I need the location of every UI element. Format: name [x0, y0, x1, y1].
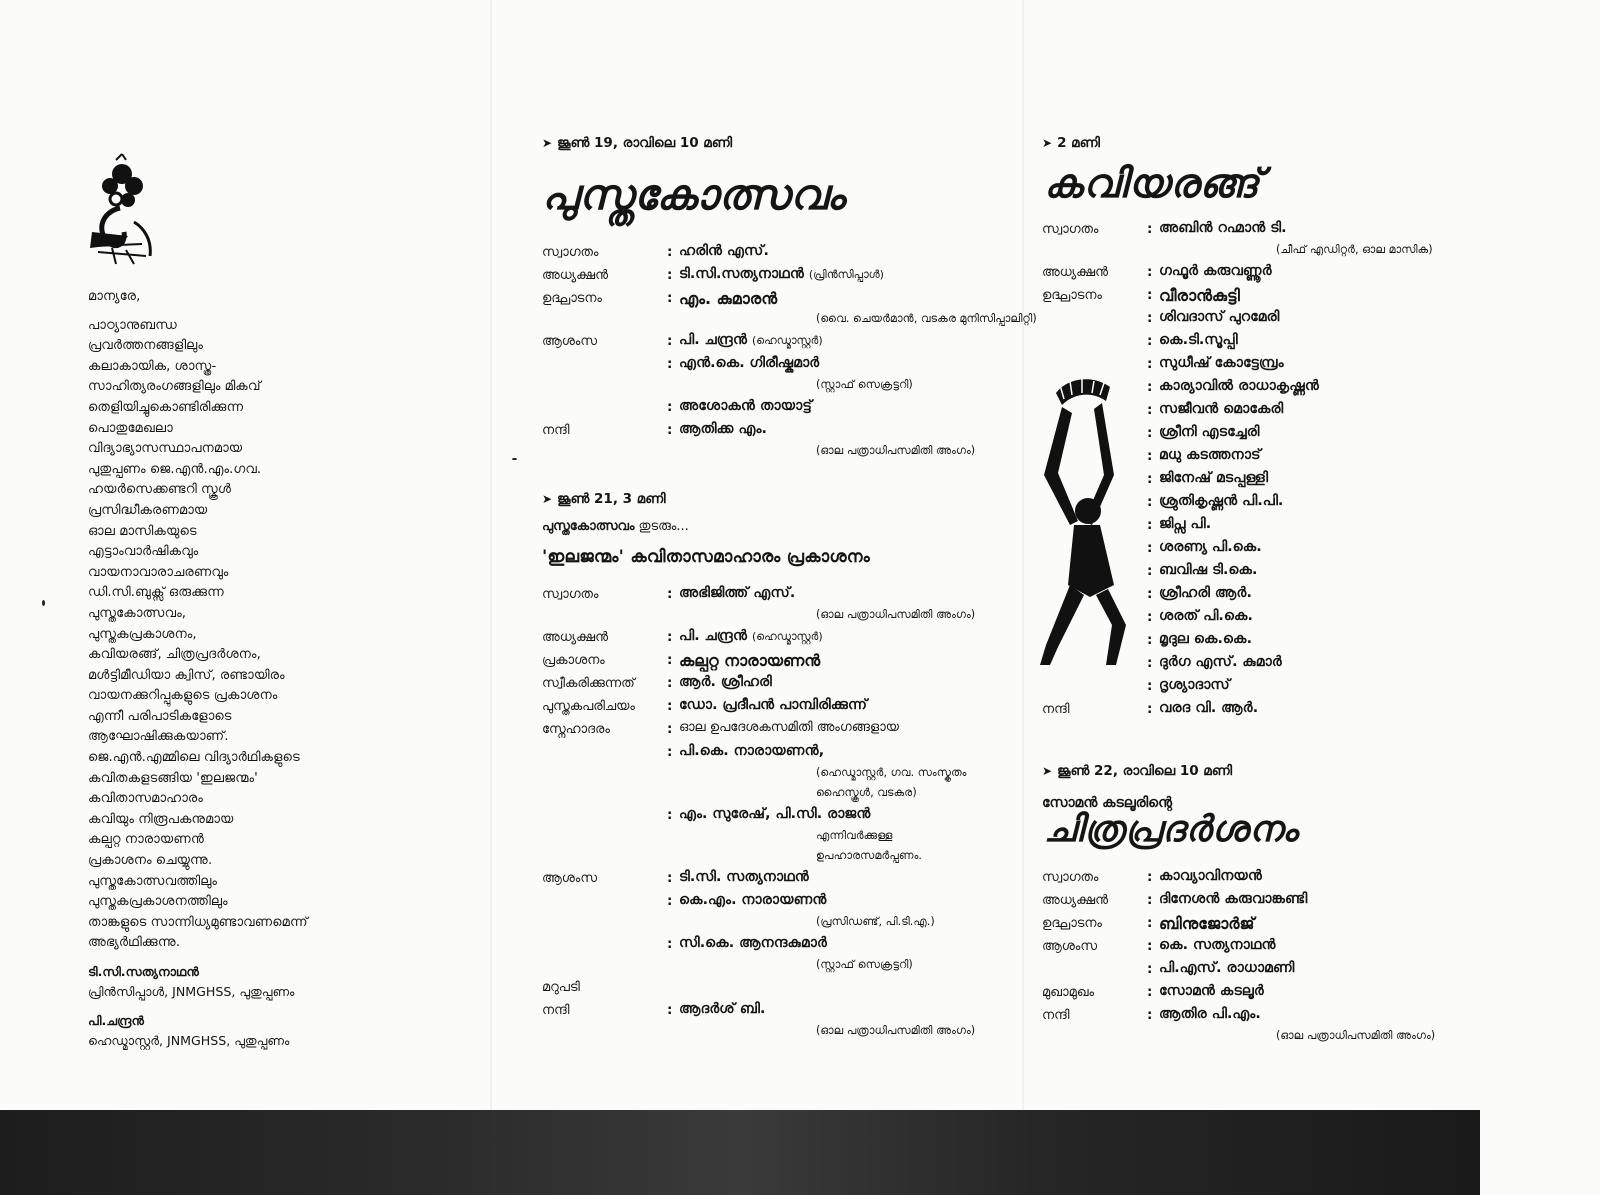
person-name [1159, 608, 1253, 624]
person-name [1159, 355, 1284, 371]
person-note: (ഓല പത്രാധിപസമിതി അംഗം) [816, 608, 976, 621]
colon-separator: : [1147, 701, 1153, 717]
colon-separator: : [1147, 938, 1153, 954]
program-row [542, 355, 1012, 378]
letter-line: വിദ്യാഭ്യാസസ്ഥാപനമായ [88, 441, 243, 457]
colon-separator: : [667, 721, 673, 737]
person-note: ഹൈസ്കൂൾ, വടകര) [816, 786, 917, 799]
role-label: ഉദ്ഘാടനം [1042, 288, 1102, 303]
colon-separator: : [667, 586, 673, 602]
person-name [1159, 447, 1261, 463]
letter-line: കവിതകളടങ്ങിയ 'ഇലജന്മം' [88, 770, 258, 786]
role-label: അധ്യക്ഷൻ [1042, 893, 1109, 908]
role-label: ഉദ്ഘാടനം [1042, 916, 1102, 931]
program-row [542, 651, 1012, 674]
person-note: (ഓല പത്രാധിപസമിതി അംഗം) [816, 1024, 976, 1037]
role-label: മറുപടി [542, 980, 580, 995]
role-label: ആശംസ [542, 334, 598, 349]
event4-time: ജൂൺ 22, രാവിലെ 10 മണി [1057, 763, 1233, 779]
person-name-text: ശിവദാസ് പുറമേരി [1159, 309, 1280, 325]
colon-separator: : [1147, 356, 1153, 372]
colon-separator: : [1147, 310, 1153, 326]
colon-separator: : [667, 244, 673, 260]
flower-logo-icon [82, 152, 162, 267]
letter-line: ഹയർസെക്കണ്ടറി സ്കൂൾ [88, 482, 232, 498]
colon-separator: : [667, 698, 673, 714]
person-designation: (ഹെഡ്മാസ്റ്റർ) [752, 334, 823, 347]
person-name [1159, 914, 1254, 934]
person-name [1159, 378, 1319, 394]
person-name-text: സജീവൻ മൊകേരി [1159, 401, 1284, 417]
colon-separator: : [1147, 471, 1153, 487]
colon-separator: : [1147, 540, 1153, 556]
person-name-text: ശ്രീഹരി ആർ. [1159, 585, 1252, 601]
event2-continue-rest: തുടരും... [634, 519, 689, 534]
colon-separator: : [1147, 563, 1153, 579]
signatory-role: പ്രിൻസിപ്പാൾ, JNMGHSS, പുതുപ്പണം [88, 984, 295, 999]
person-name-text: പി.കെ. നാരായണൻ, [679, 743, 825, 759]
person-name [1159, 585, 1252, 601]
program-row [542, 892, 1012, 915]
colon-separator: : [1147, 915, 1153, 931]
program-row [1042, 937, 1462, 960]
colon-separator: : [667, 629, 673, 645]
program-row [1042, 983, 1462, 1006]
event2-continue-bold: പുസ്തകോത്സവം [542, 519, 635, 534]
colon-separator: : [1147, 402, 1153, 418]
person-name-text: ശ്രീനി എടച്ചേരി [1159, 424, 1260, 440]
person-name-text: ദിനേശൻ കരുവാങ്കണ്ടി [1159, 891, 1308, 907]
event2-title: 'ഇലജന്മം' കവിതാസമാഹാരം പ്രകാശനം [542, 547, 870, 567]
colon-separator: : [1147, 333, 1153, 349]
letter-line: പ്രകാശനം ചെയ്യുന്നു. [88, 853, 213, 869]
person-note: (സ്റ്റാഫ് സെക്രട്ടറി) [816, 378, 913, 391]
person-name [1159, 960, 1294, 976]
role-label: ആശംസ [1042, 939, 1098, 954]
person-name [679, 697, 867, 713]
letter-line: സാഹിത്യരംഗങ്ങളിലും മികവ് [88, 379, 261, 395]
event3-title: കവിയരങ്ങ് [1044, 160, 1260, 207]
person-name [1159, 401, 1283, 417]
person-name-text: ഗഫൂർ കരുവണ്ണൂർ [1159, 263, 1272, 279]
colon-separator: : [1147, 632, 1153, 648]
arrow-icon: ➤ [1042, 764, 1053, 778]
program-row [542, 1001, 1012, 1024]
person-note: (വൈ. ചെയർമാൻ, വടകര മുനിസിപ്പാലിറ്റി) [816, 312, 1037, 325]
letter-line: താങ്കളുടെ സാന്നിധ്യമുണ്ടാവണമെന്ന് [88, 914, 308, 930]
person-name-text: എം. കുമാരൻ [679, 289, 778, 308]
person-name [1159, 983, 1264, 999]
colon-separator: : [1147, 869, 1153, 885]
person-name [679, 720, 899, 735]
role-label: പ്രകാശനം [542, 653, 605, 668]
colon-separator: : [1147, 494, 1153, 510]
letter-line: പ്രസിദ്ധീകരണമായ [88, 502, 208, 518]
person-name-text: സോമൻ കടലൂർ [1159, 983, 1264, 999]
colon-separator: : [1147, 1007, 1153, 1023]
program-row [1042, 700, 1462, 723]
colon-separator: : [667, 893, 673, 909]
person-name-text: കെ.ടി.സൂപ്പി [1159, 332, 1238, 348]
person-name-text: ഓല ഉപദേശകസമിതി അംഗങ്ങളായ [679, 720, 899, 735]
person-name [679, 674, 772, 690]
person-name [1159, 868, 1262, 884]
colon-separator: : [667, 936, 673, 952]
person-name [1159, 654, 1282, 670]
colon-separator: : [1147, 379, 1153, 395]
program-row [1042, 914, 1462, 937]
role-label: അധ്യക്ഷൻ [542, 630, 609, 645]
person-name [679, 421, 767, 437]
person-name-text: എം. സുരേഷ്, പി.സി. രാജൻ [679, 806, 871, 822]
person-name [1159, 220, 1287, 236]
colon-separator: : [1147, 264, 1153, 280]
letter-line: വായനാവാരാചരണവും [88, 564, 229, 580]
person-name-text: ഡോ. പ്രദീപൻ പാമ്പിരിക്കുന്ന് [679, 697, 868, 713]
person-name-text: ശ്രുതികൃഷ്ണൻ പി.പി. [1159, 493, 1284, 509]
signatory-name: പി.ചന്ദ്രൻ [88, 1013, 145, 1028]
person-name-text: ശരത് പി.കെ. [1159, 608, 1253, 624]
colon-separator: : [1147, 586, 1153, 602]
person-name-text: ശരണ്യ പി.കെ. [1159, 539, 1262, 555]
person-name [1159, 539, 1262, 555]
program-row [542, 332, 1012, 355]
person-name-text: സി.കെ. ആനന്ദകുമാർ [679, 935, 827, 951]
event4-subtitle: സോമൻ കടലൂരിന്റെ [1042, 795, 1173, 811]
person-name-text: കാവ്യാവിനയൻ [1159, 868, 1262, 884]
program-row [1042, 960, 1462, 983]
colon-separator: : [667, 333, 673, 349]
person-name-text: അഭിജിത്ത് എസ്. [679, 585, 796, 601]
letter-line: പുസ്തകപ്രകാശനം, [88, 626, 197, 642]
person-name [679, 289, 777, 309]
role-label: ആശംസ [542, 871, 598, 886]
event2-time: ജൂൺ 21, 3 മണി [557, 491, 666, 507]
person-name [1159, 891, 1307, 907]
program-row [1042, 868, 1462, 891]
colon-separator: : [667, 652, 673, 668]
role-label: അധ്യക്ഷൻ [542, 268, 609, 283]
scan-shadow-band [0, 1110, 1480, 1195]
person-name [1159, 677, 1230, 693]
person-name [679, 332, 823, 348]
program-row [542, 743, 1012, 766]
program-row [542, 585, 1012, 608]
letter-salutation: മാന്യരേ, [88, 289, 141, 304]
invitation-letter [88, 287, 308, 954]
person-name [679, 243, 769, 259]
role-label: അധ്യക്ഷൻ [1042, 265, 1109, 280]
colon-separator: : [667, 290, 673, 306]
letter-body [88, 316, 308, 954]
jumping-reader-illustration-icon [1034, 375, 1144, 667]
arrow-icon: ➤ [542, 492, 553, 506]
person-name [679, 1001, 765, 1017]
person-name [679, 869, 809, 885]
person-name [679, 585, 795, 601]
program-row [542, 869, 1012, 892]
program-row [542, 243, 1012, 266]
person-note: (ചീഫ് എഡിറ്റർ, ഓല മാസിക) [1276, 243, 1433, 256]
arrow-icon: ➤ [1042, 136, 1053, 150]
person-name-text: ബവിഷ ടി.കെ. [1159, 562, 1258, 578]
colon-separator: : [667, 1002, 673, 1018]
event2-continue-note [542, 519, 689, 534]
colon-separator: : [667, 356, 673, 372]
person-name [679, 806, 870, 822]
colon-separator: : [667, 267, 673, 283]
colon-separator: : [1147, 961, 1153, 977]
person-name-text: കെ. സത്യനാഥൻ [1159, 937, 1276, 953]
program-row [1042, 891, 1462, 914]
event3-time: 2 മണി [1057, 135, 1100, 151]
role-label: നന്ദി [1042, 1008, 1070, 1023]
letter-line: എന്നീ പരിപാടികളോടെ [88, 708, 232, 724]
colon-separator: : [1147, 678, 1153, 694]
role-label: സ്വീകരിക്കുന്നത് [542, 676, 635, 691]
fold-line-left [490, 0, 492, 1130]
person-name-text: ബിനുജോർജ് [1159, 914, 1255, 933]
person-name [1159, 562, 1257, 578]
signatory-2 [88, 1011, 289, 1051]
program-row [1042, 309, 1462, 332]
scan-speck [42, 600, 45, 606]
role-label: സ്വാഗതം [1042, 222, 1099, 237]
letter-line: എട്ടാംവാർഷികവും [88, 544, 199, 560]
person-name [1159, 516, 1211, 532]
letter-line: പുസ്തകപ്രകാശനത്തിലും [88, 894, 228, 910]
program-row [542, 674, 1012, 697]
event1-time-heading [542, 135, 732, 151]
letter-line: പുസ്തകോത്സവത്തിലും [88, 873, 218, 889]
person-name-text: സുധീഷ് കോട്ടേമ്പ്രം [1159, 355, 1284, 371]
colon-separator: : [1147, 287, 1153, 303]
person-name [1159, 470, 1268, 486]
person-name [1159, 309, 1279, 325]
person-name-text: അശോകൻ തായാട്ട് [679, 398, 812, 414]
person-name-text: മൃദുല കെ.കെ. [1159, 631, 1252, 647]
colon-separator: : [1147, 655, 1153, 671]
role-label: സ്വാഗതം [1042, 870, 1099, 885]
person-name [1159, 937, 1276, 953]
person-name [1159, 1006, 1261, 1022]
signatory-role: ഹെഡ്മാസ്റ്റർ, JNMGHSS, പുതുപ്പണം [88, 1033, 290, 1048]
person-name-text: ഹരിൻ എസ്. [679, 243, 769, 259]
signatory-1 [88, 962, 294, 1002]
person-note: ഉപഹാരസമർപ്പണം. [816, 849, 922, 862]
role-label: സ്വാഗതം [542, 587, 599, 602]
person-name-text: ദൃശ്യാദാസ് [1159, 677, 1230, 693]
colon-separator: : [667, 675, 673, 691]
person-name-text: ആതിക്ക എം. [679, 421, 767, 437]
person-note: (ഓല പത്രാധിപസമിതി അംഗം) [816, 444, 976, 457]
event2-time-heading [542, 491, 666, 507]
person-note: (സ്റ്റാഫ് സെക്രട്ടറി) [816, 958, 913, 971]
person-name [1159, 631, 1252, 647]
program-row [1042, 1006, 1462, 1029]
person-name [1159, 332, 1238, 348]
program-row [1042, 332, 1462, 355]
letter-line: കലാകായിക, ശാസ്ത്ര- [88, 358, 217, 374]
person-name [1159, 263, 1272, 279]
program-row [1042, 220, 1462, 243]
program-row [542, 806, 1012, 829]
person-name [679, 398, 812, 414]
event1-title: പുസ്തകോത്സവം [542, 170, 846, 219]
person-name-text: വീരാൻകുട്ടി [1159, 286, 1240, 305]
program-row [1042, 677, 1462, 700]
program-row [542, 421, 1012, 444]
person-note: (പ്രസിഡണ്ട്, പി.ടി.എ.) [816, 915, 935, 928]
program-row [542, 697, 1012, 720]
colon-separator: : [667, 744, 673, 760]
event3-time-heading [1042, 135, 1100, 151]
person-name-text: ദുർഗ എസ്. കുമാർ [1159, 654, 1282, 670]
program-row [1042, 286, 1462, 309]
person-name [679, 651, 820, 671]
event2-program [542, 585, 1012, 1044]
program-row [542, 398, 1012, 421]
colon-separator: : [1147, 984, 1153, 1000]
person-name-text: ആർ. ശ്രീഹരി [679, 674, 772, 690]
signatory-name: ടി.സി.സത്യനാഥൻ [88, 964, 199, 979]
colon-separator: : [1147, 221, 1153, 237]
letter-line: പുസ്തകോത്സവം, [88, 605, 186, 621]
person-name-text: ജിനേഷ് മടപ്പള്ളി [1159, 470, 1269, 486]
person-name [1159, 424, 1259, 440]
role-label: ഉദ്ഘാടനം [542, 291, 602, 306]
person-note: എന്നിവർക്കുള്ള [816, 829, 893, 842]
letter-line: മൾട്ടിമീഡിയാ ക്വിസ്, രണ്ടായിരം [88, 667, 285, 683]
program-row [542, 628, 1012, 651]
colon-separator: : [1147, 448, 1153, 464]
letter-line: ജെ.എൻ.എമ്മിലെ വിദ്യാർഥികളുടെ [88, 750, 300, 766]
scan-speck [512, 458, 517, 460]
person-name-text: ടി.സി. സത്യനാഥൻ [679, 869, 809, 885]
letter-line: വായനക്കുറിപ്പുകളുടെ പ്രകാശനം [88, 688, 278, 704]
colon-separator: : [1147, 609, 1153, 625]
person-name-text: ആദർശ് ബി. [679, 1001, 766, 1017]
person-name [679, 628, 823, 644]
person-note: (ഓല പത്രാധിപസമിതി അംഗം) [1276, 1029, 1436, 1042]
person-note: (ഹെഡ്മാസ്റ്റർ, ഗവ. സംസ്കൃതം [816, 766, 967, 779]
letter-line: പാഠ്യാനുബന്ധ [88, 317, 178, 333]
person-name [1159, 286, 1240, 306]
event4-title: ചിത്രപ്രദർശനം [1044, 808, 1299, 850]
role-label: നന്ദി [542, 423, 570, 438]
program-row [542, 978, 1012, 1001]
colon-separator: : [667, 422, 673, 438]
event1-time: ജൂൺ 19, രാവിലെ 10 മണി [557, 135, 733, 151]
arrow-icon: ➤ [542, 136, 553, 150]
letter-line: ആഘോഷിക്കുകയാണ്. [88, 729, 229, 745]
person-designation: (ഹെഡ്മാസ്റ്റർ) [752, 630, 823, 643]
event1-program [542, 243, 1037, 464]
event4-program [1042, 868, 1462, 1049]
colon-separator: : [667, 870, 673, 886]
colon-separator: : [1147, 517, 1153, 533]
role-label: പുസ്തകപരിചയം [542, 699, 635, 714]
letter-line: ഓല മാസികയുടെ [88, 523, 197, 539]
role-label: മുഖാമുഖം [1042, 985, 1095, 1000]
colon-separator: : [1147, 425, 1153, 441]
person-name-text: ആതിര പി.എം. [1159, 1006, 1261, 1022]
person-name-text: കെ.എം. നാരായണൻ [679, 892, 827, 908]
person-name-text: ടി.സി.സത്യനാഥൻ [679, 266, 804, 282]
person-name-text: വരദ വി. ആർ. [1159, 700, 1259, 716]
letter-line: കവിതാസമാഹാരം [88, 791, 203, 807]
person-designation: (പ്രിൻസിപ്പാൾ) [808, 268, 884, 281]
person-name-text: പി. ചന്ദ്രൻ [679, 332, 748, 348]
letter-line: കല്പറ്റ നാരായണൻ [88, 832, 204, 848]
letter-line: പുതുപ്പണം ജെ.എൻ.എം.ഗവ. [88, 461, 262, 477]
person-name-text: കല്പറ്റ നാരായണൻ [679, 651, 821, 670]
program-row [542, 720, 1012, 743]
letter-line: അഭ്യർഥിക്കുന്നു. [88, 935, 181, 951]
role-label: നന്ദി [542, 1003, 570, 1018]
role-label: സ്നേഹാദരം [542, 722, 610, 737]
letter-line: പ്രവർത്തനങ്ങളിലും [88, 338, 203, 354]
letter-line: പൊതുമേഖലാ [88, 420, 173, 436]
letter-line: ഡി.സി.ബുക്സ് ഒരുക്കുന്ന [88, 585, 224, 601]
letter-line: തെളിയിച്ചുകൊണ്ടിരിക്കുന്ന [88, 399, 244, 415]
person-name [679, 743, 824, 759]
letter-line: കവിയും നിരൂപകനുമായ [88, 811, 234, 827]
event4-time-heading [1042, 763, 1232, 779]
person-name [679, 266, 884, 282]
person-name [679, 935, 827, 951]
person-name [679, 355, 819, 371]
program-row [542, 289, 1012, 312]
person-name-text: എൻ.കെ. ഗിരീഷ്കുമാർ [679, 355, 820, 371]
letter-line: കവിയരങ്ങ്, ചിത്രപ്രദർശനം, [88, 647, 261, 663]
person-name [679, 892, 827, 908]
colon-separator: : [667, 399, 673, 415]
person-name-text: മധു കടത്തനാട് [1159, 447, 1261, 463]
program-row [542, 266, 1012, 289]
person-name [1159, 493, 1283, 509]
role-label: നന്ദി [1042, 702, 1070, 717]
colon-separator: : [1147, 892, 1153, 908]
role-label: സ്വാഗതം [542, 245, 599, 260]
person-name-text: ജിപ്സ പി. [1159, 516, 1212, 532]
person-name-text: പി.എസ്. രാധാമണി [1159, 960, 1295, 976]
person-name-text: പി. ചന്ദ്രൻ [679, 628, 748, 644]
colon-separator: : [667, 807, 673, 823]
person-name [1159, 700, 1258, 716]
person-name-text: കാര്യാവിൽ രാധാകൃഷ്ണൻ [1159, 378, 1319, 394]
person-name-text: അബിൻ റഹ്മാൻ ടി. [1159, 220, 1287, 236]
program-row [1042, 263, 1462, 286]
program-row [542, 935, 1012, 958]
